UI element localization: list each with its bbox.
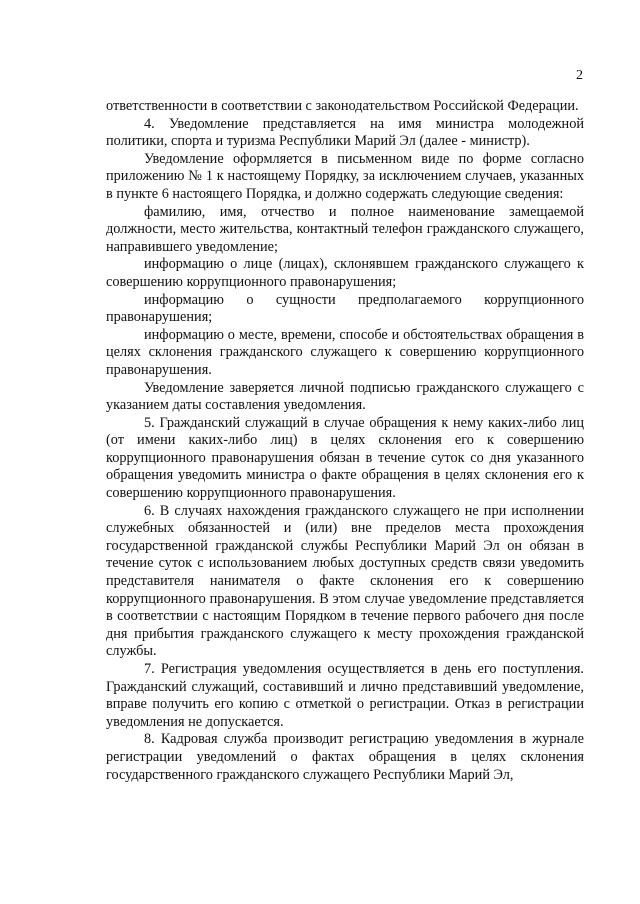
paragraph-signature: Уведомление заверяется личной подписью гражданского служащего с указанием даты составления уведомления. [106, 379, 584, 414]
paragraph-item-6: 6. В случаях нахождения гражданского служащего не при исполнении служебных обязанностей и (или) вне пределов места прохождения государственной гражданской службы Республики Марий Эл он обязан в течение суток с использованием любых доступных средств связи уведомить представителя нанимателя о факте склонения его к совершению коррупционного правонарушения. В этом случае уведомление представляется в соответствии с настоящим Порядком в течение первого рабочего дня после дня прибытия гражданского служащего к месту прохождения гражданской службы. [106, 502, 584, 660]
paragraph-continuation: ответственности в соответствии с законодательством Российской Федерации. [106, 98, 579, 114]
paragraph-item-4: 4. Уведомление представляется на имя министра молодежной политики, спорта и туризма Республики Марий Эл (далее - министр). [106, 115, 584, 150]
list-item-offense-essence: информацию о сущности предполагаемого коррупционного правонарушения; [106, 291, 584, 326]
paragraph-notification-form: Уведомление оформляется в письменном виде по форме согласно приложению № 1 к настоящему Порядку, за исключением случаев, указанных в пункте 6 настоящего Порядка, и должно содержать следующие сведения: [106, 150, 584, 202]
paragraph-item-8: 8. Кадровая служба производит регистрацию уведомления в журнале регистрации уведомлений о фактах обращения в целях склонения государственного гражданского служащего Республики Марий Эл, [106, 731, 584, 783]
list-item-full-name: фамилию, имя, отчество и полное наименование замещаемой должности, место жительства, контактный телефон гражданского служащего, направившего уведомление; [106, 203, 584, 255]
paragraph-item-7: 7. Регистрация уведомления осуществляется в день его поступления. Гражданский служащий, составивший и лично представивший уведомление, вправе получить его копию с отметкой о регистрации. Отказ в регистрации уведомления не допускается. [106, 661, 584, 730]
paragraph-item-5: 5. Гражданский служащий в случае обращения к нему каких-либо лиц (от имени каких-либо лиц) в целях склонения его к совершению коррупционного правонарушения обязан в течение суток со дня указанного обращения уведомить министра о факте обращения в целях склонения его к совершению коррупционного правонарушения. [106, 414, 584, 502]
list-item-circumstances: информацию о месте, времени, способе и обстоятельствах обращения в целях склонения гражданского служащего к совершению коррупционного правонарушения. [106, 326, 584, 378]
document-body [106, 98, 584, 784]
list-item-person-info: информацию о лице (лицах), склонявшем гражданского служащего к совершению коррупционного правонарушения; [106, 256, 584, 290]
page-number: 2 [576, 68, 583, 83]
